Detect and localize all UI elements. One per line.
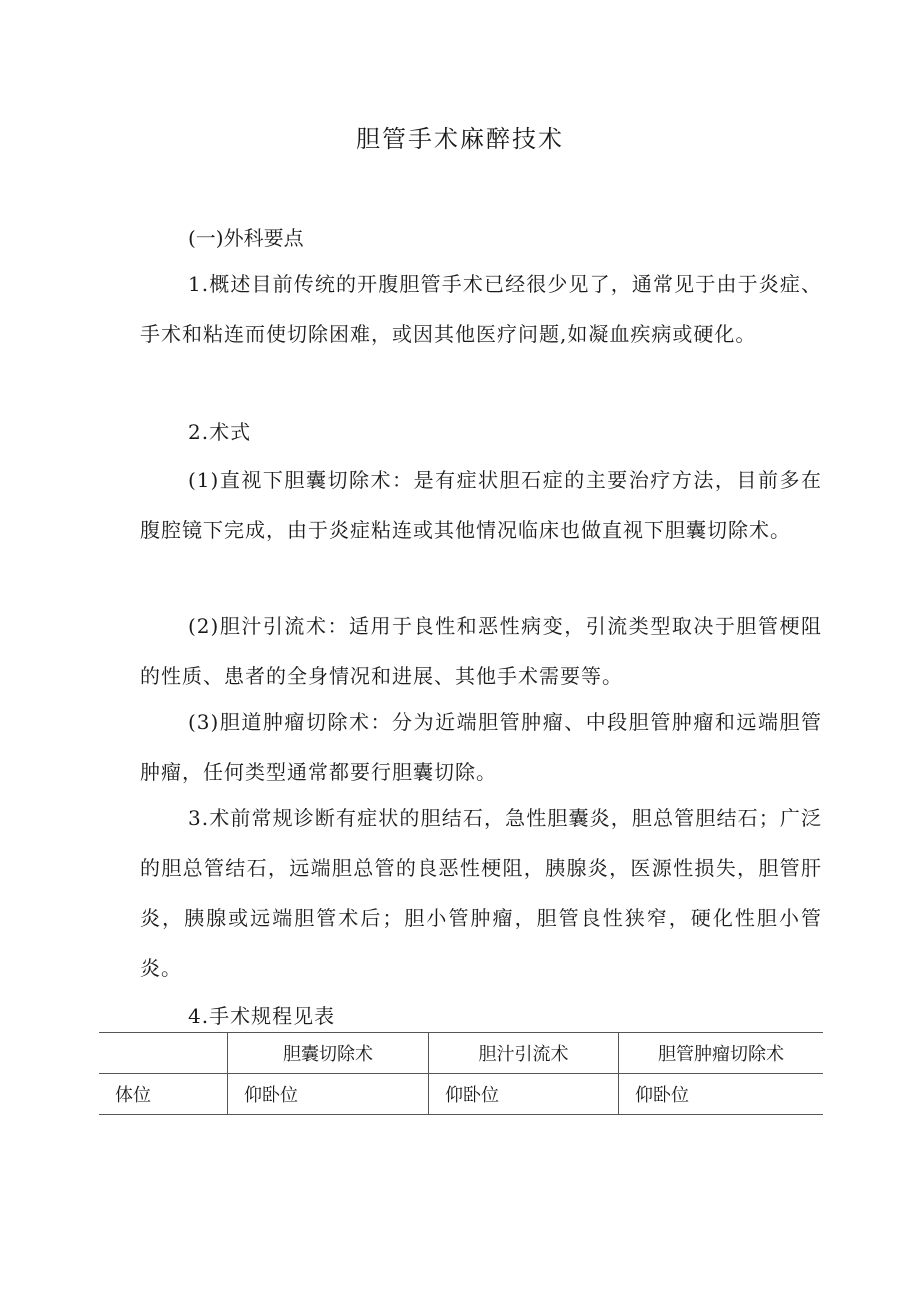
table-cell: 仰卧位: [228, 1074, 429, 1115]
paragraph-tumor-resection: (3)胆道肿瘤切除术：分为近端胆管肿瘤、中段胆管肿瘤和远端胆管肿瘤，任何类型通常都要行胆囊切除。: [140, 710, 822, 784]
table-header-cell: 胆囊切除术: [228, 1033, 429, 1074]
table-header-row: [99, 1033, 823, 1074]
document-title: 胆管手术麻醉技术: [356, 125, 564, 153]
paragraph-cholecystectomy: (1)直视下胆囊切除术：是有症状胆石症的主要治疗方法，目前多在腹腔镜下完成，由于炎症粘连或其他情况临床也做直视下胆囊切除术。: [140, 468, 822, 542]
table-row: [99, 1074, 823, 1115]
table-header-cell: 胆汁引流术: [429, 1033, 619, 1074]
table-header-cell: 胆管肿瘤切除术: [619, 1033, 824, 1074]
paragraph-preoperative-diagnosis: 3.术前常规诊断有症状的胆结石，急性胆囊炎，胆总管胆结石；广泛的胆总管结石，远端胆总管的良恶性梗阻，胰腺炎，医源性损失，胆管肝炎，胰腺或远端胆管术后；胆小管肿瘤，胆管良性狭窄，硬化性胆小管炎。: [140, 806, 822, 980]
paragraph-overview: 1.概述目前传统的开腹胆管手术已经很少见了，通常见于由于炎症、手术和粘连而使切除困难，或因其他医疗问题,如凝血疾病或硬化。: [140, 272, 822, 346]
paragraph-bile-drainage: (2)胆汁引流术：适用于良性和恶性病变，引流类型取决于胆管梗阻的性质、患者的全身情况和进展、其他手术需要等。: [140, 614, 822, 688]
table-cell: 仰卧位: [429, 1074, 619, 1115]
table-cell: 仰卧位: [619, 1074, 824, 1115]
paragraph-procedure-table-ref: 4.手术规程见表: [188, 1004, 336, 1028]
procedure-table: [99, 1032, 823, 1115]
section-heading: (一)外科要点: [188, 226, 304, 250]
paragraph-procedures-heading: 2.术式: [188, 420, 252, 444]
table-cell: 体位: [99, 1074, 228, 1115]
table-header-cell: [99, 1033, 228, 1074]
